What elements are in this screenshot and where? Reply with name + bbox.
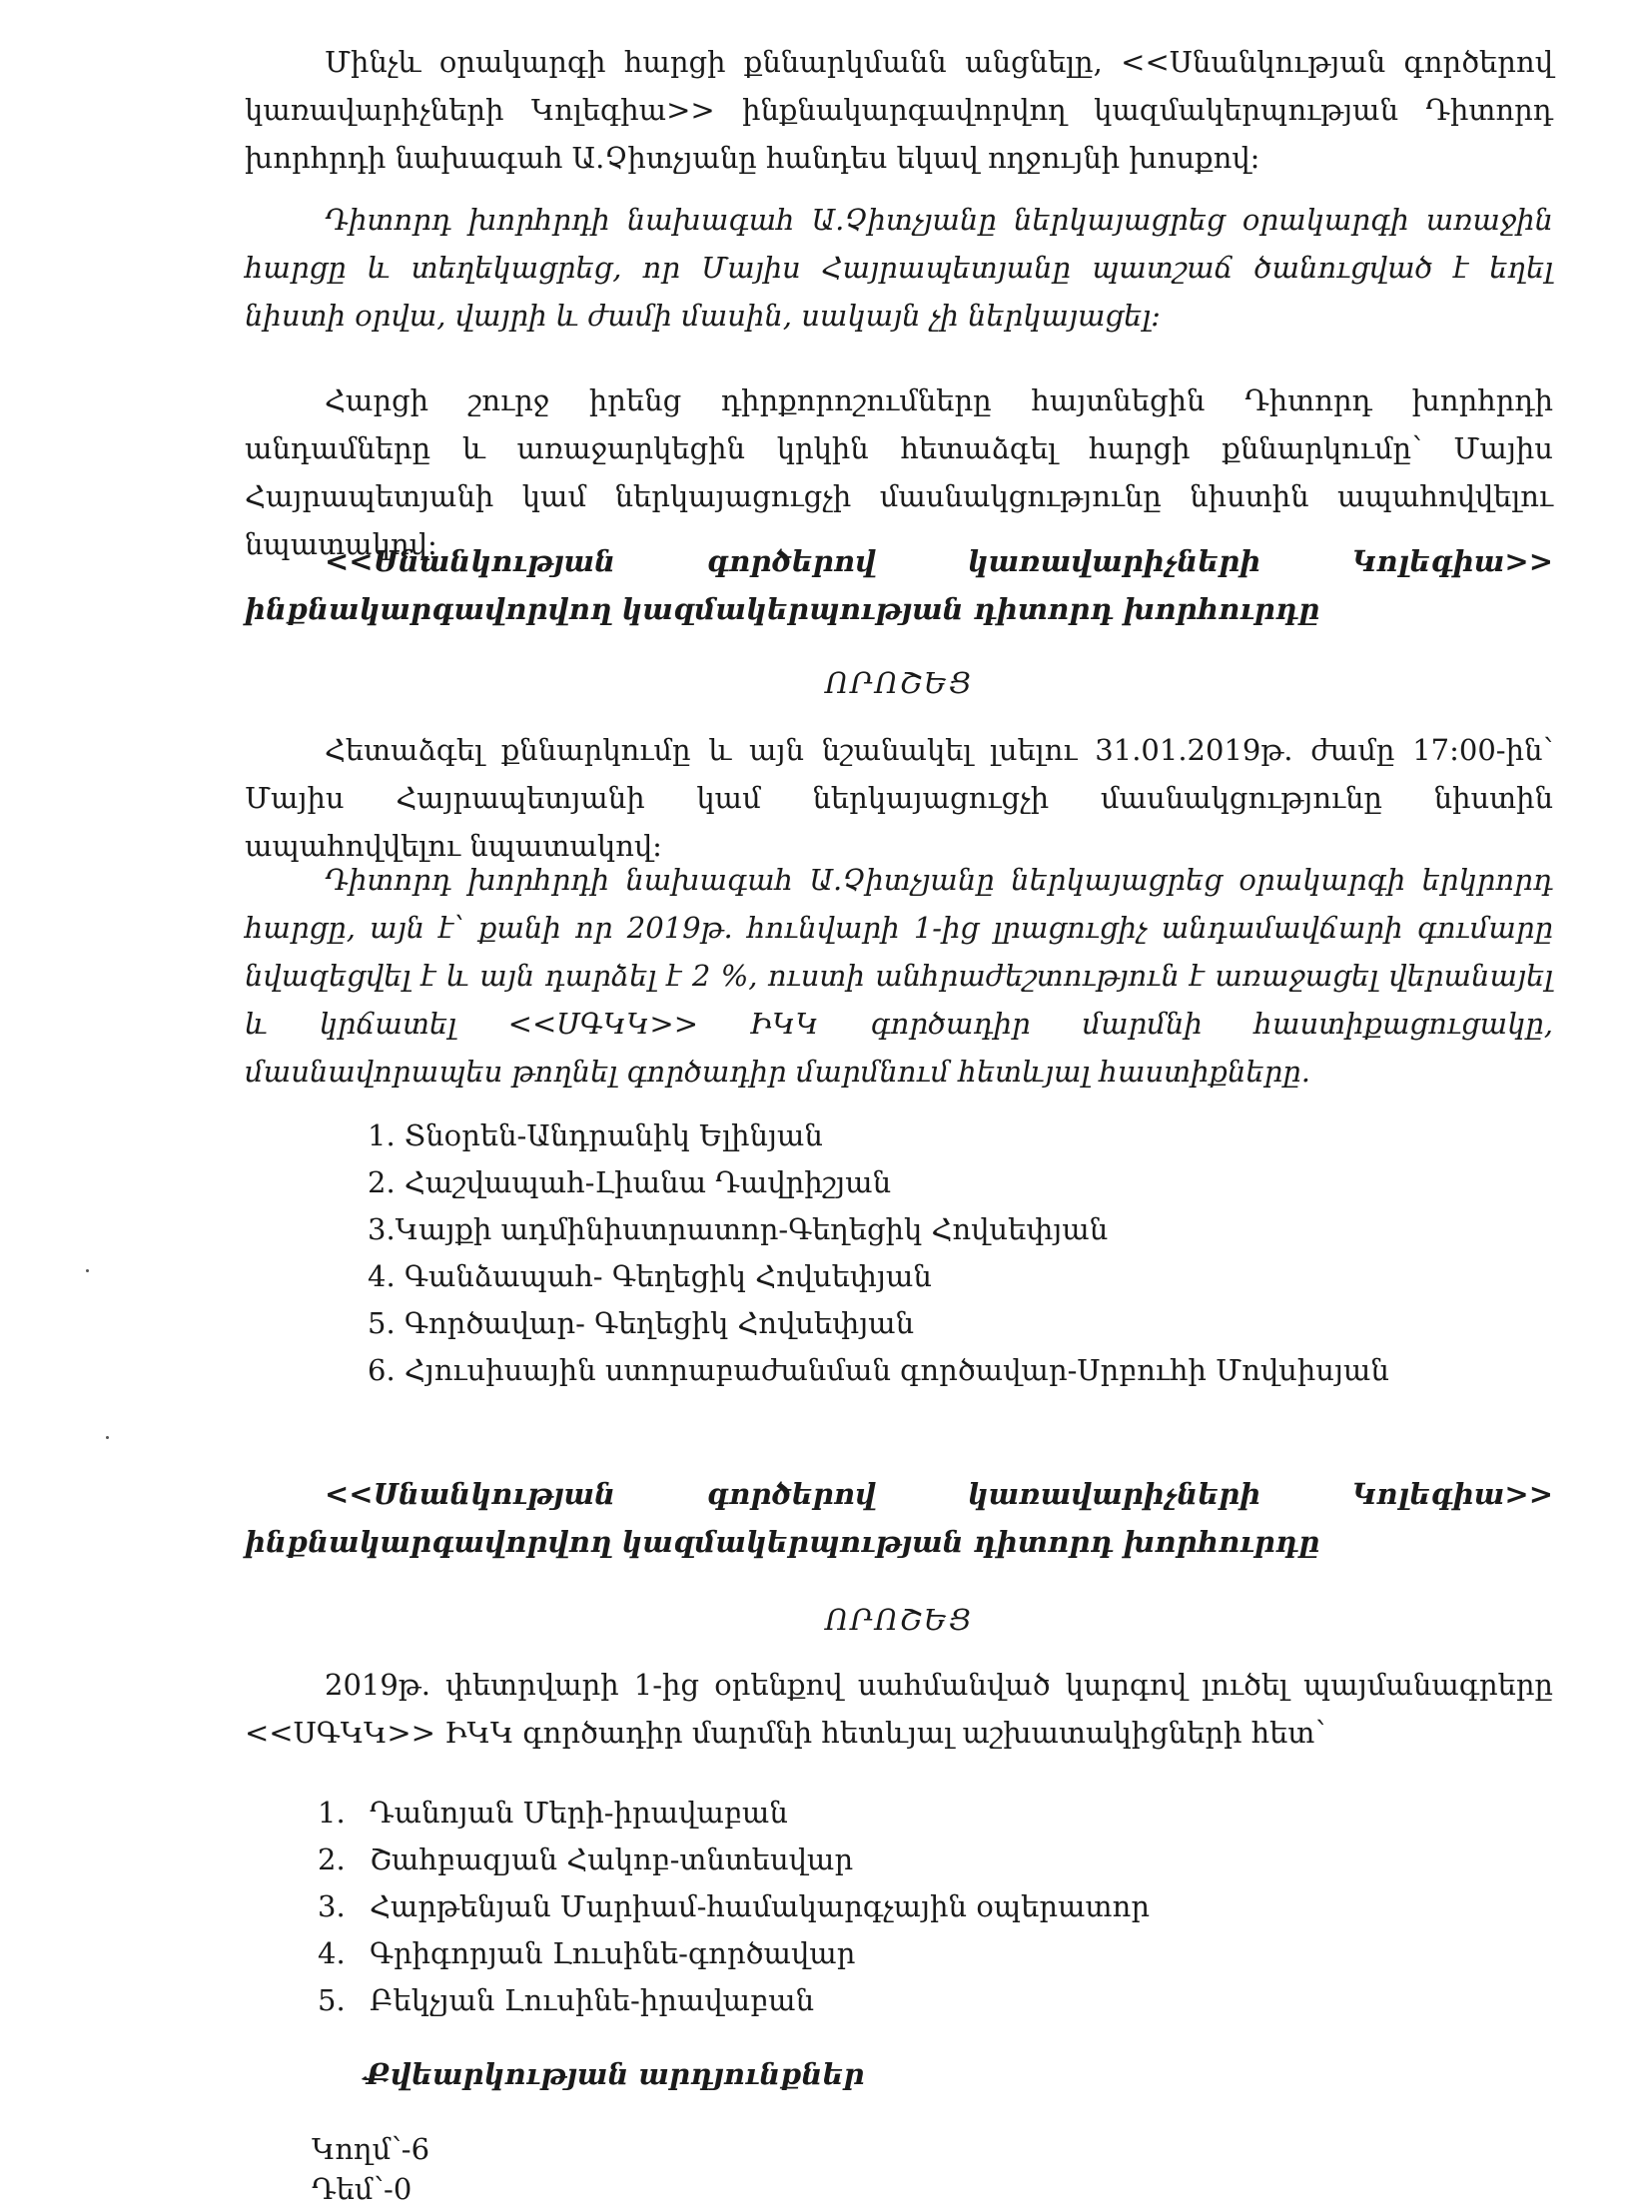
- list-item: 5. Բեկչյան Լուսինե-իրավաբան: [318, 1983, 815, 2017]
- paragraph-decision-2: 2019թ. փետրվարի 1-ից օրենքով սահմանված կարգով լուծել պայմանագրերը <<ՍԳԿԿ>> ԻԿԿ գործադիր մարմնի հետևյալ աշխատակիցների հետ՝: [245, 1668, 1553, 1750]
- list-item: 5. Գործավար- Գեղեցիկ Հովսեփյան: [368, 1306, 915, 1340]
- vote-results-heading: Քվեարկության արդյունքներ: [365, 2057, 865, 2091]
- scan-speck: [106, 1436, 109, 1439]
- decision-heading-2: ՈՐՈՇԵՑ: [825, 1603, 973, 1637]
- list-item: 2. Շահբազյան Հակոբ-տնտեսվար: [318, 1843, 854, 1876]
- list-item: 1. Դանոյան Մերի-իրավաբան: [318, 1796, 788, 1830]
- staff-list: [368, 1112, 1389, 1394]
- contract-termination-list: [318, 1790, 1150, 2024]
- paragraph-board-positions: Հարցի շուրջ իրենց դիրքորոշումները հայտնեցին Դիտորդ խորհրդի անդամները և առաջարկեցին կրկին հետաձգել հարցի քննարկումը՝ Մայիս Հայրապետյանի կամ ներկայացուցչի մասնակցությունը նիստին ապահովվելու նպատակով:: [245, 383, 1553, 561]
- list-item: 4. Գանձապահ- Գեղեցիկ Հովսեփյան: [368, 1259, 932, 1293]
- vote-for: Կողմ՝-6: [312, 2132, 430, 2166]
- paragraph-first-question: Դիտորդ խորհրդի նախագահ Ա.Չիտչյանը ներկայացրեց օրակարգի առաջին հարցը և տեղեկացրեց, որ Մայիս Հայրապետյանը պատշաճ ծանուցված է եղել նիստի օրվա, վայրի և ժամի մասին, սակայն չի ներկայացել:: [245, 203, 1553, 333]
- scan-speck: [86, 1269, 89, 1272]
- decision-heading-1: ՈՐՈՇԵՑ: [825, 666, 973, 700]
- paragraph-second-question: Դիտորդ խորհրդի նախագահ Ա.Չիտչյանը ներկայացրեց օրակարգի երկրորդ հարցը, այն է՝ քանի որ 2019թ. հունվարի 1-ից լրացուցիչ անդամավճարի գումարը նվազեցվել է և այն դարձել է 2 %, ուստի անհրաժեշտություն է առաջացել վերանայել և կրճատել <<ՍԳԿԿ>> ԻԿԿ գործադիր մարմնի հաստիքացուցակը, մասնավորապես թողնել գործադիր մարմնում հետևյալ հաստիքները.: [245, 863, 1553, 1089]
- paragraph-opening: Մինչև օրակարգի հարցի քննարկմանն անցնելը, <<Սնանկության գործերով կառավարիչների Կոլեգիա>> ինքնակարգավորվող կազմակերպության Դիտորդ խորհրդի նախագահ Ա.Չիտչյանը հանդես եկավ ողջույնի խոսքով:: [245, 45, 1553, 175]
- paragraph-decision-1: Հետաձգել քննարկումը և այն նշանակել լսելու 31.01.2019թ. ժամը 17:00-ին՝ Մայիս Հայրապետյանի կամ ներկայացուցչի մասնակցությունը նիստին ապահովվելու նպատակով:: [245, 733, 1553, 863]
- list-item: 4. Գրիգորյան Լուսինե-գործավար: [318, 1936, 856, 1970]
- board-heading-1: <<Սնանկության գործերով կառավարիչների Կոլեգիա>> ինքնակարգավորվող կազմակերպության դիտորդ խորհուրդը: [245, 544, 1553, 626]
- list-item: 3. Հարթենյան Մարիամ-համակարգչային օպերատոր: [318, 1889, 1151, 1923]
- vote-against: Դեմ՝-0: [312, 2172, 413, 2206]
- list-item: 3.Կայքի ադմինիստրատոր-Գեղեցիկ Հովսեփյան: [368, 1212, 1109, 1246]
- list-item: 1. Տնօրեն-Անդրանիկ Ելինյան: [368, 1118, 823, 1152]
- list-item: 6. Հյուսիսային ստորաբաժանման գործավար-Սրբուհի Մովսիսյան: [368, 1353, 1389, 1387]
- list-item: 2. Հաշվապահ-Լիանա Դավրիշյան: [368, 1165, 892, 1199]
- board-heading-2: <<Սնանկության գործերով կառավարիչների Կոլեգիա>> ինքնակարգավորվող կազմակերպության դիտորդ խորհուրդը: [245, 1477, 1553, 1559]
